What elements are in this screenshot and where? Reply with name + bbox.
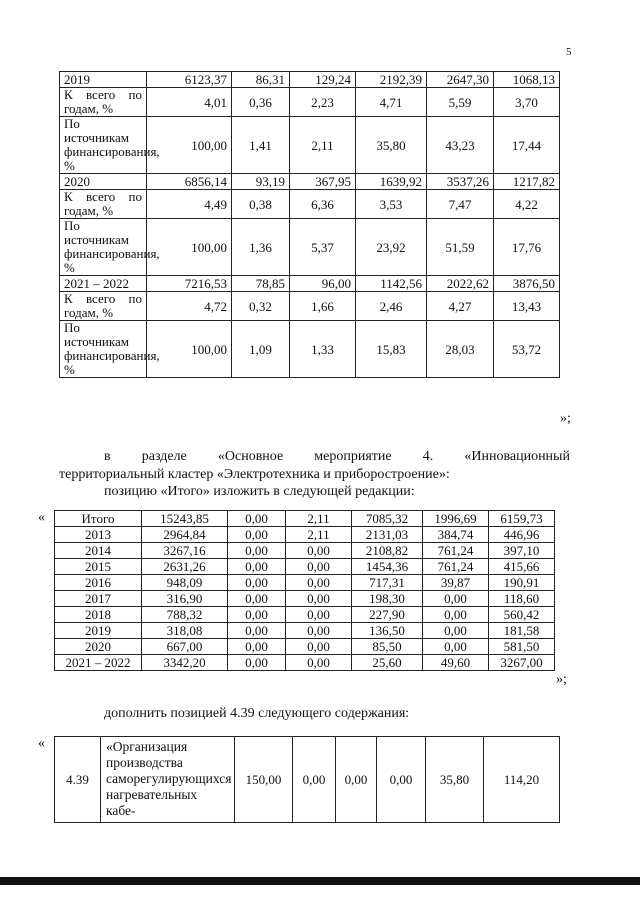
table-row	[55, 575, 555, 591]
word: в	[104, 449, 111, 464]
table-cell: 2022,62	[427, 276, 494, 292]
table-cell: 35,80	[426, 737, 484, 823]
table-cell: 318,08	[142, 623, 228, 639]
table-cell: 28,03	[427, 321, 494, 378]
row-label: 2020	[55, 639, 142, 655]
table-row	[55, 623, 555, 639]
table-cell: 316,90	[142, 591, 228, 607]
table-cell: 397,10	[489, 543, 555, 559]
table-cell: 0,38	[232, 190, 290, 219]
table2-close-quote: »;	[556, 672, 567, 687]
table-cell: 85,50	[352, 639, 423, 655]
funding-table-continued	[59, 71, 560, 378]
table-cell: 7216,53	[147, 276, 232, 292]
row-label: К всего по годам, %	[60, 88, 147, 117]
table-cell: 0,00	[228, 591, 286, 607]
table-cell: 93,19	[232, 174, 290, 190]
position-name: «Организация производства саморегулирующихся нагревательных кабе-	[101, 737, 235, 823]
table-row	[55, 559, 555, 575]
table-cell: 96,00	[290, 276, 356, 292]
table-cell: 581,50	[489, 639, 555, 655]
table-cell: 100,00	[147, 117, 232, 174]
table-row	[55, 607, 555, 623]
table-cell: 100,00	[147, 219, 232, 276]
table-cell: 53,72	[494, 321, 560, 378]
word: 4.	[422, 449, 434, 464]
table-cell: 948,09	[142, 575, 228, 591]
table-cell: 0,00	[228, 655, 286, 671]
table-cell: 788,32	[142, 607, 228, 623]
table-row	[60, 174, 560, 190]
table-cell: 0,00	[286, 559, 352, 575]
table-cell: 5,59	[427, 88, 494, 117]
table-cell: 25,60	[352, 655, 423, 671]
table-cell: 23,92	[356, 219, 427, 276]
table-cell: 667,00	[142, 639, 228, 655]
table-cell: 6123,37	[147, 72, 232, 88]
row-label: 2015	[55, 559, 142, 575]
table-cell: 2192,39	[356, 72, 427, 88]
table-cell: 446,96	[489, 527, 555, 543]
table-cell: 0,00	[286, 543, 352, 559]
table-cell: 100,00	[147, 321, 232, 378]
table-cell: 3537,26	[427, 174, 494, 190]
table-cell: 1639,92	[356, 174, 427, 190]
table-cell: 51,59	[427, 219, 494, 276]
table-cell: 2131,03	[352, 527, 423, 543]
table-cell: 15,83	[356, 321, 427, 378]
table-cell: 2,11	[286, 511, 352, 527]
table-cell: 2,23	[290, 88, 356, 117]
table-cell: 4,72	[147, 292, 232, 321]
table-row	[60, 219, 560, 276]
position-number: 4.39	[55, 737, 101, 823]
table-cell: 367,95	[290, 174, 356, 190]
table-cell: 0,00	[286, 655, 352, 671]
scan-edge-bar	[0, 877, 640, 885]
row-label: 2014	[55, 543, 142, 559]
table-cell: 198,30	[352, 591, 423, 607]
table-cell: 2631,26	[142, 559, 228, 575]
table-cell: 114,20	[484, 737, 560, 823]
word: «Инновационный	[464, 449, 570, 464]
table-cell: 0,36	[232, 88, 290, 117]
row-label: 2020	[60, 174, 147, 190]
table-cell: 560,42	[489, 607, 555, 623]
table-cell: 43,23	[427, 117, 494, 174]
table-cell: 129,24	[290, 72, 356, 88]
table-cell: 4,27	[427, 292, 494, 321]
table-cell: 4,49	[147, 190, 232, 219]
table-cell: 2,11	[286, 527, 352, 543]
table-cell: 1142,56	[356, 276, 427, 292]
row-label: По источникам финансирования, %	[60, 219, 147, 276]
table-cell: 1,09	[232, 321, 290, 378]
table-cell: 0,00	[423, 591, 489, 607]
table-row	[55, 543, 555, 559]
row-label: 2017	[55, 591, 142, 607]
table-cell: 2,11	[290, 117, 356, 174]
table-row	[60, 190, 560, 219]
table-cell: 190,91	[489, 575, 555, 591]
position-4-39-table	[54, 736, 560, 823]
table-cell: 78,85	[232, 276, 290, 292]
table-row	[60, 117, 560, 174]
table-cell: 0,00	[286, 591, 352, 607]
table-cell: 0,00	[228, 623, 286, 639]
word: «Основное	[217, 449, 284, 464]
table-row	[55, 737, 560, 823]
table-cell: 0,00	[228, 527, 286, 543]
table-cell: 6159,73	[489, 511, 555, 527]
table3-open-quote: «	[38, 736, 45, 751]
table-cell: 1,36	[232, 219, 290, 276]
row-label: 2019	[60, 72, 147, 88]
row-label: 2018	[55, 607, 142, 623]
table-cell: 3267,16	[142, 543, 228, 559]
table-row	[60, 321, 560, 378]
table-cell: 39,87	[423, 575, 489, 591]
table-cell: 86,31	[232, 72, 290, 88]
paragraph-line-2: территориальный кластер «Электротехника и приборостроение»:	[59, 467, 450, 482]
paragraph-2: дополнить позицией 4.39 следующего содержания:	[104, 706, 410, 721]
table-cell: 1,66	[290, 292, 356, 321]
table-cell: 0,00	[336, 737, 377, 823]
table-cell: 1,33	[290, 321, 356, 378]
table-cell: 0,00	[377, 737, 426, 823]
table-cell: 761,24	[423, 559, 489, 575]
row-label: По источникам финансирования, %	[60, 117, 147, 174]
table-cell: 2108,82	[352, 543, 423, 559]
table-cell: 0,00	[228, 639, 286, 655]
table-cell: 1068,13	[494, 72, 560, 88]
table-cell: 13,43	[494, 292, 560, 321]
row-label: 2013	[55, 527, 142, 543]
table-cell: 7,47	[427, 190, 494, 219]
table-row	[55, 527, 555, 543]
table-cell: 15243,85	[142, 511, 228, 527]
table-cell: 0,32	[232, 292, 290, 321]
table-cell: 6,36	[290, 190, 356, 219]
itogo-table	[54, 510, 555, 671]
row-label: К всего по годам, %	[60, 292, 147, 321]
table-cell: 17,76	[494, 219, 560, 276]
table-row	[55, 591, 555, 607]
table-cell: 136,50	[352, 623, 423, 639]
table-cell: 0,00	[286, 575, 352, 591]
paragraph-line-1	[104, 449, 570, 465]
table-cell: 0,00	[293, 737, 336, 823]
table-cell: 0,00	[228, 607, 286, 623]
table-cell: 0,00	[423, 623, 489, 639]
table-cell: 4,22	[494, 190, 560, 219]
row-label: Итого	[55, 511, 142, 527]
table-cell: 1217,82	[494, 174, 560, 190]
table-row	[55, 639, 555, 655]
table-cell: 3342,20	[142, 655, 228, 671]
table-cell: 0,00	[286, 623, 352, 639]
row-label: 2016	[55, 575, 142, 591]
table-cell: 6856,14	[147, 174, 232, 190]
table-cell: 4,01	[147, 88, 232, 117]
table-cell: 7085,32	[352, 511, 423, 527]
row-label: 2021 – 2022	[55, 655, 142, 671]
table-cell: 0,00	[228, 511, 286, 527]
table-cell: 35,80	[356, 117, 427, 174]
row-label: 2021 – 2022	[60, 276, 147, 292]
table-cell: 150,00	[235, 737, 293, 823]
table-cell: 384,74	[423, 527, 489, 543]
table-row	[60, 72, 560, 88]
table-cell: 1,41	[232, 117, 290, 174]
table-cell: 2647,30	[427, 72, 494, 88]
word: разделе	[141, 449, 187, 464]
table-row	[60, 276, 560, 292]
table-cell: 415,66	[489, 559, 555, 575]
table-cell: 4,71	[356, 88, 427, 117]
table-cell: 0,00	[423, 607, 489, 623]
table-row	[55, 511, 555, 527]
table-cell: 0,00	[286, 607, 352, 623]
table-cell: 3,70	[494, 88, 560, 117]
table-cell: 2,46	[356, 292, 427, 321]
table-row	[60, 88, 560, 117]
table-cell: 17,44	[494, 117, 560, 174]
table-cell: 181,58	[489, 623, 555, 639]
table-cell: 717,31	[352, 575, 423, 591]
word: мероприятие	[314, 449, 392, 464]
table-cell: 761,24	[423, 543, 489, 559]
table-cell: 227,90	[352, 607, 423, 623]
table-cell: 0,00	[228, 543, 286, 559]
table-cell: 118,60	[489, 591, 555, 607]
row-label: 2019	[55, 623, 142, 639]
row-label: По источникам финансирования, %	[60, 321, 147, 378]
table-cell: 0,00	[423, 639, 489, 655]
page-number: 5	[566, 46, 572, 58]
paragraph-line-3: позицию «Итого» изложить в следующей редакции:	[104, 484, 415, 499]
table-cell: 3267,00	[489, 655, 555, 671]
row-label: К всего по годам, %	[60, 190, 147, 219]
table-cell: 1454,36	[352, 559, 423, 575]
table-cell: 1996,69	[423, 511, 489, 527]
table-cell: 0,00	[228, 559, 286, 575]
table1-close-quote: »;	[560, 411, 571, 426]
table-cell: 49,60	[423, 655, 489, 671]
table-cell: 3,53	[356, 190, 427, 219]
table-cell: 3876,50	[494, 276, 560, 292]
table-cell: 2964,84	[142, 527, 228, 543]
table-cell: 0,00	[286, 639, 352, 655]
table-cell: 0,00	[228, 575, 286, 591]
table-cell: 5,37	[290, 219, 356, 276]
table2-open-quote: «	[38, 510, 45, 525]
table-row	[55, 655, 555, 671]
table-row	[60, 292, 560, 321]
